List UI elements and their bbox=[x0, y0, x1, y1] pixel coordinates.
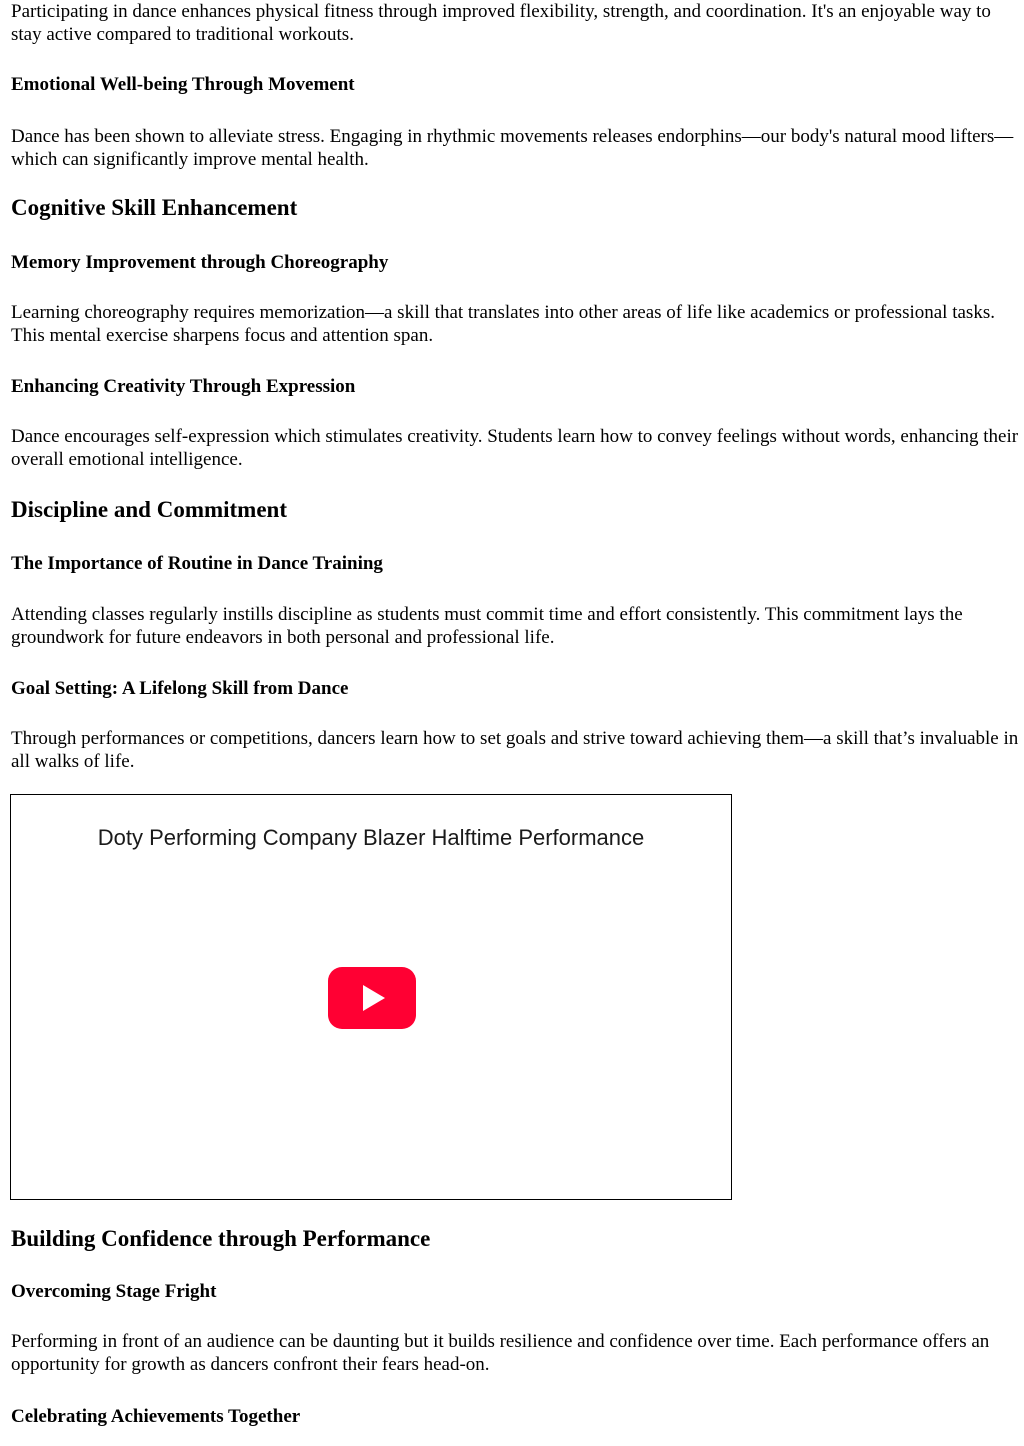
paragraph-physical-fitness: Participating in dance enhances physical fitness through improved flexibility, strength, and coordination. It's an enjoyable way to stay active compared to traditional workouts. bbox=[11, 1, 991, 45]
heading-routine: The Importance of Routine in Dance Training bbox=[11, 553, 383, 574]
heading-creativity: Enhancing Creativity Through Expression bbox=[11, 376, 356, 397]
heading-stage-fright: Overcoming Stage Fright bbox=[11, 1281, 217, 1302]
heading-memory-improvement: Memory Improvement through Choreography bbox=[11, 252, 389, 273]
video-title[interactable]: Doty Performing Company Blazer Halftime Performance bbox=[97, 825, 645, 850]
paragraph-goal-setting: Through performances or competitions, dancers learn how to set goals and strive toward achieving them—a skill that’s invaluable in all walks of life. bbox=[11, 728, 1019, 772]
heading-cognitive-skill: Cognitive Skill Enhancement bbox=[11, 195, 298, 220]
paragraph-stage-fright: Performing in front of an audience can be daunting but it builds resilience and confidence over time. Each performance offers an opportunity for growth as dancers confront their fears head-on. bbox=[11, 1331, 990, 1375]
youtube-play-icon[interactable] bbox=[328, 967, 416, 1029]
heading-emotional-wellbeing: Emotional Well-being Through Movement bbox=[11, 74, 355, 95]
video-embed[interactable] bbox=[10, 794, 732, 1200]
paragraph-memory-improvement: Learning choreography requires memorization—a skill that translates into other areas of life like academics or professional tasks. This mental exercise sharpens focus and attention span. bbox=[11, 302, 995, 346]
heading-discipline: Discipline and Commitment bbox=[11, 497, 287, 522]
heading-building-confidence: Building Confidence through Performance bbox=[11, 1226, 431, 1251]
paragraph-emotional-wellbeing: Dance has been shown to alleviate stress. Engaging in rhythmic movements releases endorphins—our body's natural mood lifters—which can significantly improve mental health. bbox=[11, 126, 1014, 170]
heading-celebrating-achievements: Celebrating Achievements Together bbox=[11, 1406, 301, 1427]
paragraph-routine: Attending classes regularly instills discipline as students must commit time and effort consistently. This commitment lays the groundwork for future endeavors in both personal and professional life. bbox=[11, 604, 963, 648]
heading-goal-setting: Goal Setting: A Lifelong Skill from Dance bbox=[11, 678, 349, 699]
paragraph-creativity: Dance encourages self-expression which stimulates creativity. Students learn how to convey feelings without words, enhancing their overall emotional intelligence. bbox=[11, 426, 1019, 470]
